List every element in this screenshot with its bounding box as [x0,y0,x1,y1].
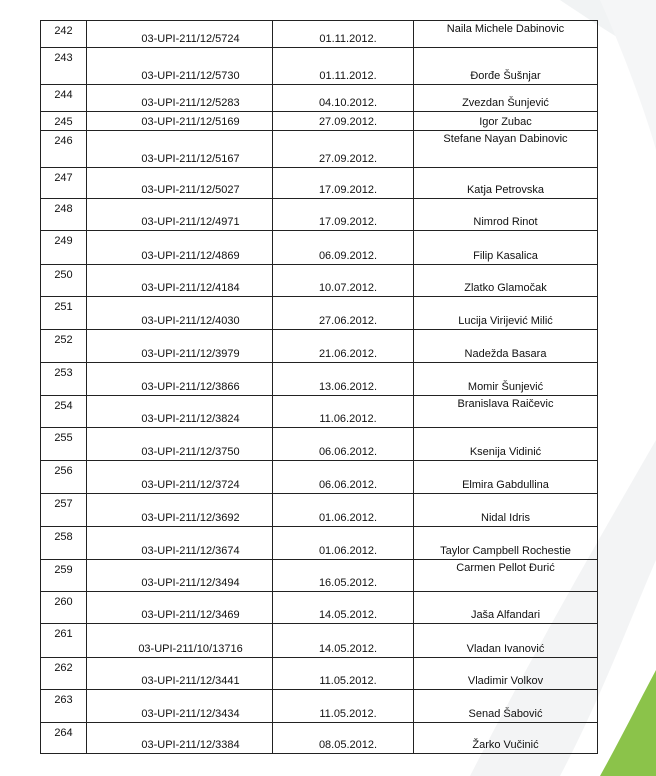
person-name: Ksenija Vidinić [414,428,598,461]
person-name: Lucija Virijević Milić [414,297,598,330]
case-number: 03-UPI-211/12/4971 [87,199,273,231]
person-name: Taylor Campbell Rochestie [414,527,598,560]
row-number: 242 [41,21,87,48]
row-number: 257 [41,494,87,527]
decision-date: 14.05.2012. [273,624,414,658]
table-row [41,330,598,363]
row-number: 251 [41,297,87,330]
table-row [41,592,598,624]
table-row [41,723,598,754]
case-number: 03-UPI-211/12/5730 [87,48,273,85]
decision-date: 10.07.2012. [273,265,414,297]
case-number: 03-UPI-211/12/3692 [87,494,273,527]
table-row [41,527,598,560]
person-name: Jaša Alfandari [414,592,598,624]
table-row [41,131,598,168]
person-name: Senad Šabović [414,690,598,723]
row-number: 244 [41,85,87,112]
person-name: Stefane Nayan Dabinovic [414,131,598,168]
table-row [41,231,598,265]
decision-date: 17.09.2012. [273,168,414,199]
person-name: Igor Zubac [414,112,598,131]
case-number: 03-UPI-211/12/5283 [87,85,273,112]
decision-date: 27.09.2012. [273,131,414,168]
case-number: 03-UPI-211/12/4869 [87,231,273,265]
person-name: Zvezdan Šunjević [414,85,598,112]
decision-date: 08.05.2012. [273,723,414,754]
person-name: Žarko Vučinić [414,723,598,754]
table-row [41,690,598,723]
case-number: 03-UPI-211/12/5724 [87,21,273,48]
decision-date: 27.06.2012. [273,297,414,330]
table-row [41,624,598,658]
case-number: 03-UPI-211/12/4184 [87,265,273,297]
person-name: Nimrod Rinot [414,199,598,231]
person-name: Vladan Ivanović [414,624,598,658]
green-corner-accent [600,670,656,776]
row-number: 245 [41,112,87,131]
person-name: Nadežda Basara [414,330,598,363]
case-number: 03-UPI-211/12/3824 [87,396,273,428]
row-number: 256 [41,461,87,494]
row-number: 252 [41,330,87,363]
case-number: 03-UPI-211/12/3866 [87,363,273,396]
row-number: 253 [41,363,87,396]
case-number: 03-UPI-211/12/4030 [87,297,273,330]
row-number: 246 [41,131,87,168]
person-name: Nidal Idris [414,494,598,527]
case-number: 03-UPI-211/12/3469 [87,592,273,624]
person-name: Elmira Gabdullina [414,461,598,494]
decision-date: 13.06.2012. [273,363,414,396]
row-number: 264 [41,723,87,754]
decision-date: 01.11.2012. [273,48,414,85]
case-number: 03-UPI-211/12/3750 [87,428,273,461]
decision-date: 11.05.2012. [273,658,414,690]
case-number: 03-UPI-211/10/13716 [87,624,273,658]
case-number: 03-UPI-211/12/5167 [87,131,273,168]
decision-date: 01.11.2012. [273,21,414,48]
row-number: 263 [41,690,87,723]
decision-date: 14.05.2012. [273,592,414,624]
case-number: 03-UPI-211/12/3384 [87,723,273,754]
person-name: Vladimir Volkov [414,658,598,690]
case-number: 03-UPI-211/12/5027 [87,168,273,199]
row-number: 249 [41,231,87,265]
case-number: 03-UPI-211/12/3674 [87,527,273,560]
table-row [41,396,598,428]
table-row [41,461,598,494]
table-row [41,658,598,690]
decision-date: 21.06.2012. [273,330,414,363]
table-row [41,363,598,396]
table-row [41,265,598,297]
person-name: Filip Kasalica [414,231,598,265]
table-row [41,428,598,461]
case-number: 03-UPI-211/12/5169 [87,112,273,131]
citizenship-register-table [40,20,598,754]
decision-date: 16.05.2012. [273,560,414,592]
table-row [41,112,598,131]
table-row [41,560,598,592]
row-number: 262 [41,658,87,690]
row-number: 247 [41,168,87,199]
case-number: 03-UPI-211/12/3724 [87,461,273,494]
table-row [41,168,598,199]
table-row [41,21,598,48]
row-number: 250 [41,265,87,297]
row-number: 260 [41,592,87,624]
decision-date: 01.06.2012. [273,494,414,527]
person-name: Branislava Raičevic [414,396,598,428]
decision-date: 17.09.2012. [273,199,414,231]
decision-date: 27.09.2012. [273,112,414,131]
table-row [41,85,598,112]
case-number: 03-UPI-211/12/3494 [87,560,273,592]
decision-date: 11.05.2012. [273,690,414,723]
decision-date: 06.09.2012. [273,231,414,265]
row-number: 255 [41,428,87,461]
person-name: Momir Šunjević [414,363,598,396]
person-name: Katja Petrovska [414,168,598,199]
table-body [41,21,598,754]
row-number: 254 [41,396,87,428]
table-row [41,48,598,85]
case-number: 03-UPI-211/12/3979 [87,330,273,363]
person-name: Đorđe Šušnjar [414,48,598,85]
person-name: Zlatko Glamočak [414,265,598,297]
case-number: 03-UPI-211/12/3434 [87,690,273,723]
row-number: 259 [41,560,87,592]
table-row [41,199,598,231]
case-number: 03-UPI-211/12/3441 [87,658,273,690]
decision-date: 06.06.2012. [273,461,414,494]
person-name: Carmen Pellot Đurić [414,560,598,592]
decision-date: 11.06.2012. [273,396,414,428]
decision-date: 06.06.2012. [273,428,414,461]
row-number: 261 [41,624,87,658]
table-row [41,297,598,330]
row-number: 243 [41,48,87,85]
row-number: 248 [41,199,87,231]
table-row [41,494,598,527]
decision-date: 01.06.2012. [273,527,414,560]
row-number: 258 [41,527,87,560]
person-name: Naila Michele Dabinovic [414,21,598,48]
decision-date: 04.10.2012. [273,85,414,112]
